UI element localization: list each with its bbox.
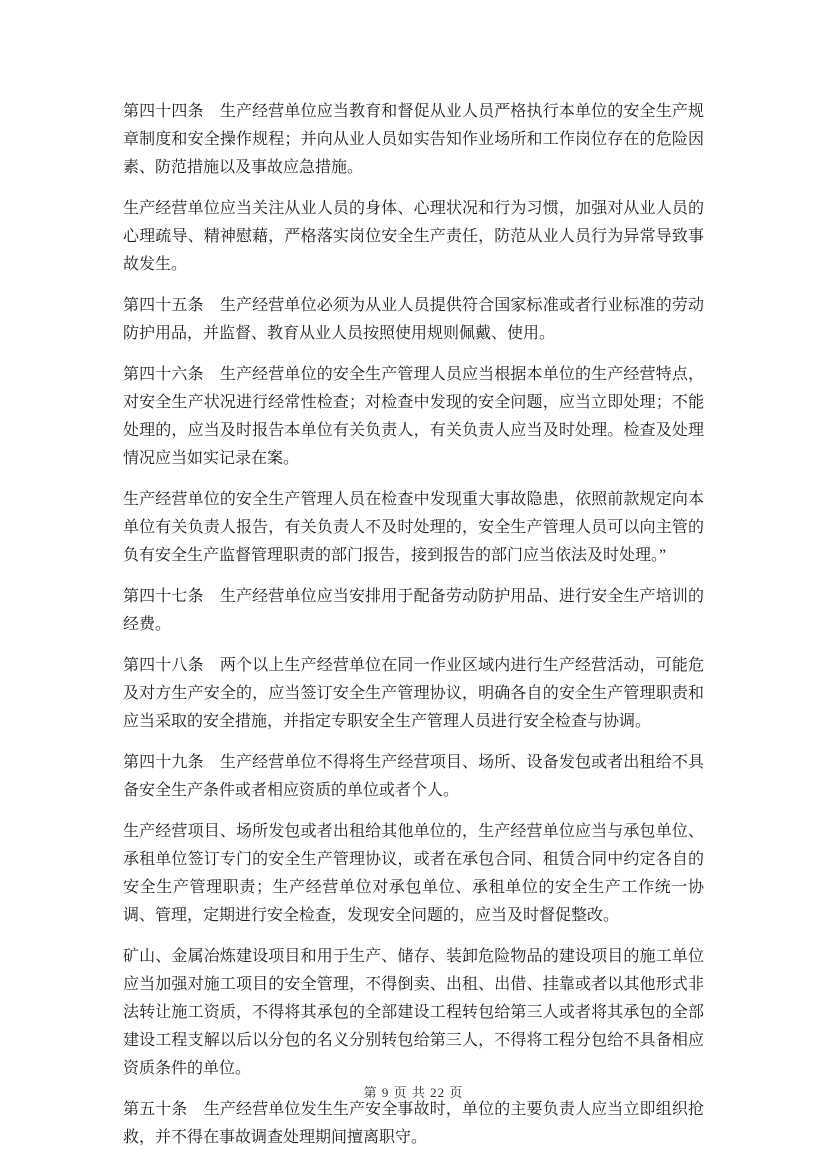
- paragraph-article-49: 第四十九条 生产经营单位不得将生产经营项目、场所、设备发包或者出租给不具备安全生产条件或者相应资质的单位或者个人。: [123, 754, 704, 799]
- paragraph-article-47: 第四十七条 生产经营单位应当安排用于配备劳动防护用品、进行安全生产培训的经费。: [123, 588, 704, 633]
- paragraph-article-46: 第四十六条 生产经营单位的安全生产管理人员应当根据本单位的生产经营特点，对安全生产状况进行经常性检查；对检查中发现的安全问题，应当立即处理；不能处理的，应当及时报告本单位有关负责人，有关负责人应当及时处理。检查及处理情况应当如实记录在案。: [123, 366, 704, 467]
- paragraph-article-45: 第四十五条 生产经营单位必须为从业人员提供符合国家标准或者行业标准的劳动防护用品，并监督、教育从业人员按照使用规则佩戴、使用。: [123, 297, 704, 342]
- document-body: [123, 98, 704, 1165]
- paragraph-article-50: 第五十条 生产经营单位发生生产安全事故时，单位的主要负责人应当立即组织抢救，并不得在事故调查处理期间擅离职守。: [123, 1101, 704, 1146]
- paragraph-article-44-clause-2: 生产经营单位应当关注从业人员的身体、心理状况和行为习惯，加强对从业人员的心理疏导、精神慰藉，严格落实岗位安全生产责任，防范从业人员行为异常导致事故发生。: [123, 200, 704, 273]
- paragraph-article-49-clause-2: 生产经营项目、场所发包或者出租给其他单位的，生产经营单位应当与承包单位、承租单位签订专门的安全生产管理协议，或者在承包合同、租赁合同中约定各自的安全生产管理职责；生产经营单位对承包单位、承租单位的安全生产工作统一协调、管理，定期进行安全检查，发现安全问题的，应当及时督促整改。: [123, 823, 704, 924]
- paragraph-article-44: 第四十四条 生产经营单位应当教育和督促从业人员严格执行本单位的安全生产规章制度和安全操作规程；并向从业人员如实告知作业场所和工作岗位存在的危险因素、防范措施以及事故应急措施。: [123, 103, 704, 176]
- paragraph-article-46-clause-2: 生产经营单位的安全生产管理人员在检查中发现重大事故隐患，依照前款规定向本单位有关负责人报告，有关负责人不及时处理的，安全生产管理人员可以向主管的负有安全生产监督管理职责的部门报告，接到报告的部门应当依法及时处理。”: [123, 491, 704, 564]
- paragraph-article-48: 第四十八条 两个以上生产经营单位在同一作业区域内进行生产经营活动，可能危及对方生产安全的，应当签订安全生产管理协议，明确各自的安全生产管理职责和应当采取的安全措施，并指定专职安全生产管理人员进行安全检查与协调。: [123, 657, 704, 730]
- paragraph-article-49-clause-3: 矿山、金属冶炼建设项目和用于生产、储存、装卸危险物品的建设项目的施工单位应当加强对施工项目的安全管理，不得倒卖、出租、出借、挂靠或者以其他形式非法转让施工资质，不得将其承包的全部建设工程转包给第三人或者将其承包的全部建设工程支解以后以分包的名义分别转包给第三人，不得将工程分包给不具备相应资质条件的单位。: [123, 948, 704, 1077]
- page-number-indicator: 第 9 页 共 22 页: [363, 1085, 464, 1100]
- page-footer: [0, 1084, 827, 1102]
